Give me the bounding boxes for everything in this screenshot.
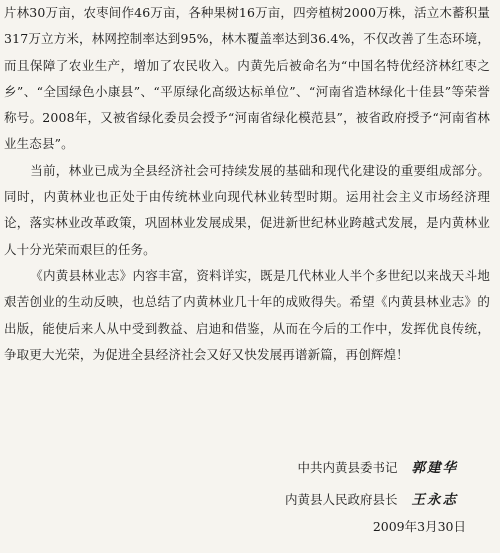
signature-county-head (285, 484, 458, 516)
signature-block (285, 452, 458, 516)
signature-name: 王永志 (411, 492, 458, 508)
paragraph-3: 《内黄县林业志》内容丰富，资料详实，既是几代林业人半个多世纪以来战天斗地艰苦创业的生动反映，也总结了内黄林业几十年的成败得失。希望《内黄县林业志》的出版，能使后来人从中受到教益、启迪和借鉴，从而在今后的工作中，发挥优良传统，争取更大光荣，为促进全县经济社会又好又快发展再谱新篇，再创辉煌！ (4, 267, 490, 362)
signature-date: 2009年3月30日 (372, 519, 466, 534)
signature-party-secretary (285, 452, 458, 484)
paragraph-2: 当前，林业已成为全县经济社会可持续发展的基础和现代化建设的重要组成部分。同时，内黄林业也正处于由传统林业向现代林业转型时期。运用社会主义市场经济理论，落实林业改革政策，巩固林业发展成果，促进新世纪林业跨越式发展，是内黄林业人十分光荣而艰巨的任务。 (4, 162, 490, 257)
signature-name: 郭建华 (411, 460, 458, 476)
paragraph-1: 片林30万亩，农枣间作46万亩，各种果树16万亩，四旁植树2000万株，活立木蓄积量317万立方米，林网控制率达到95%，林木覆盖率达到36.4%，不仅改善了生态环境，而且保障了农业生产，增加了农民收入。内黄先后被命名为“中国名特优经济林红枣之乡”、“全国绿色小康县”、“平原绿化高级达标单位”、“河南省造林绿化十佳县”等荣誉称号。2008年，又被省绿化委员会授予“河南省绿化模范县”，被省政府授予“河南省林业生态县”。 (4, 5, 490, 152)
preface-body (4, 0, 490, 368)
signature-title: 内黄县人民政府县长 (284, 492, 398, 507)
signature-title: 中共内黄县委书记 (297, 460, 398, 475)
